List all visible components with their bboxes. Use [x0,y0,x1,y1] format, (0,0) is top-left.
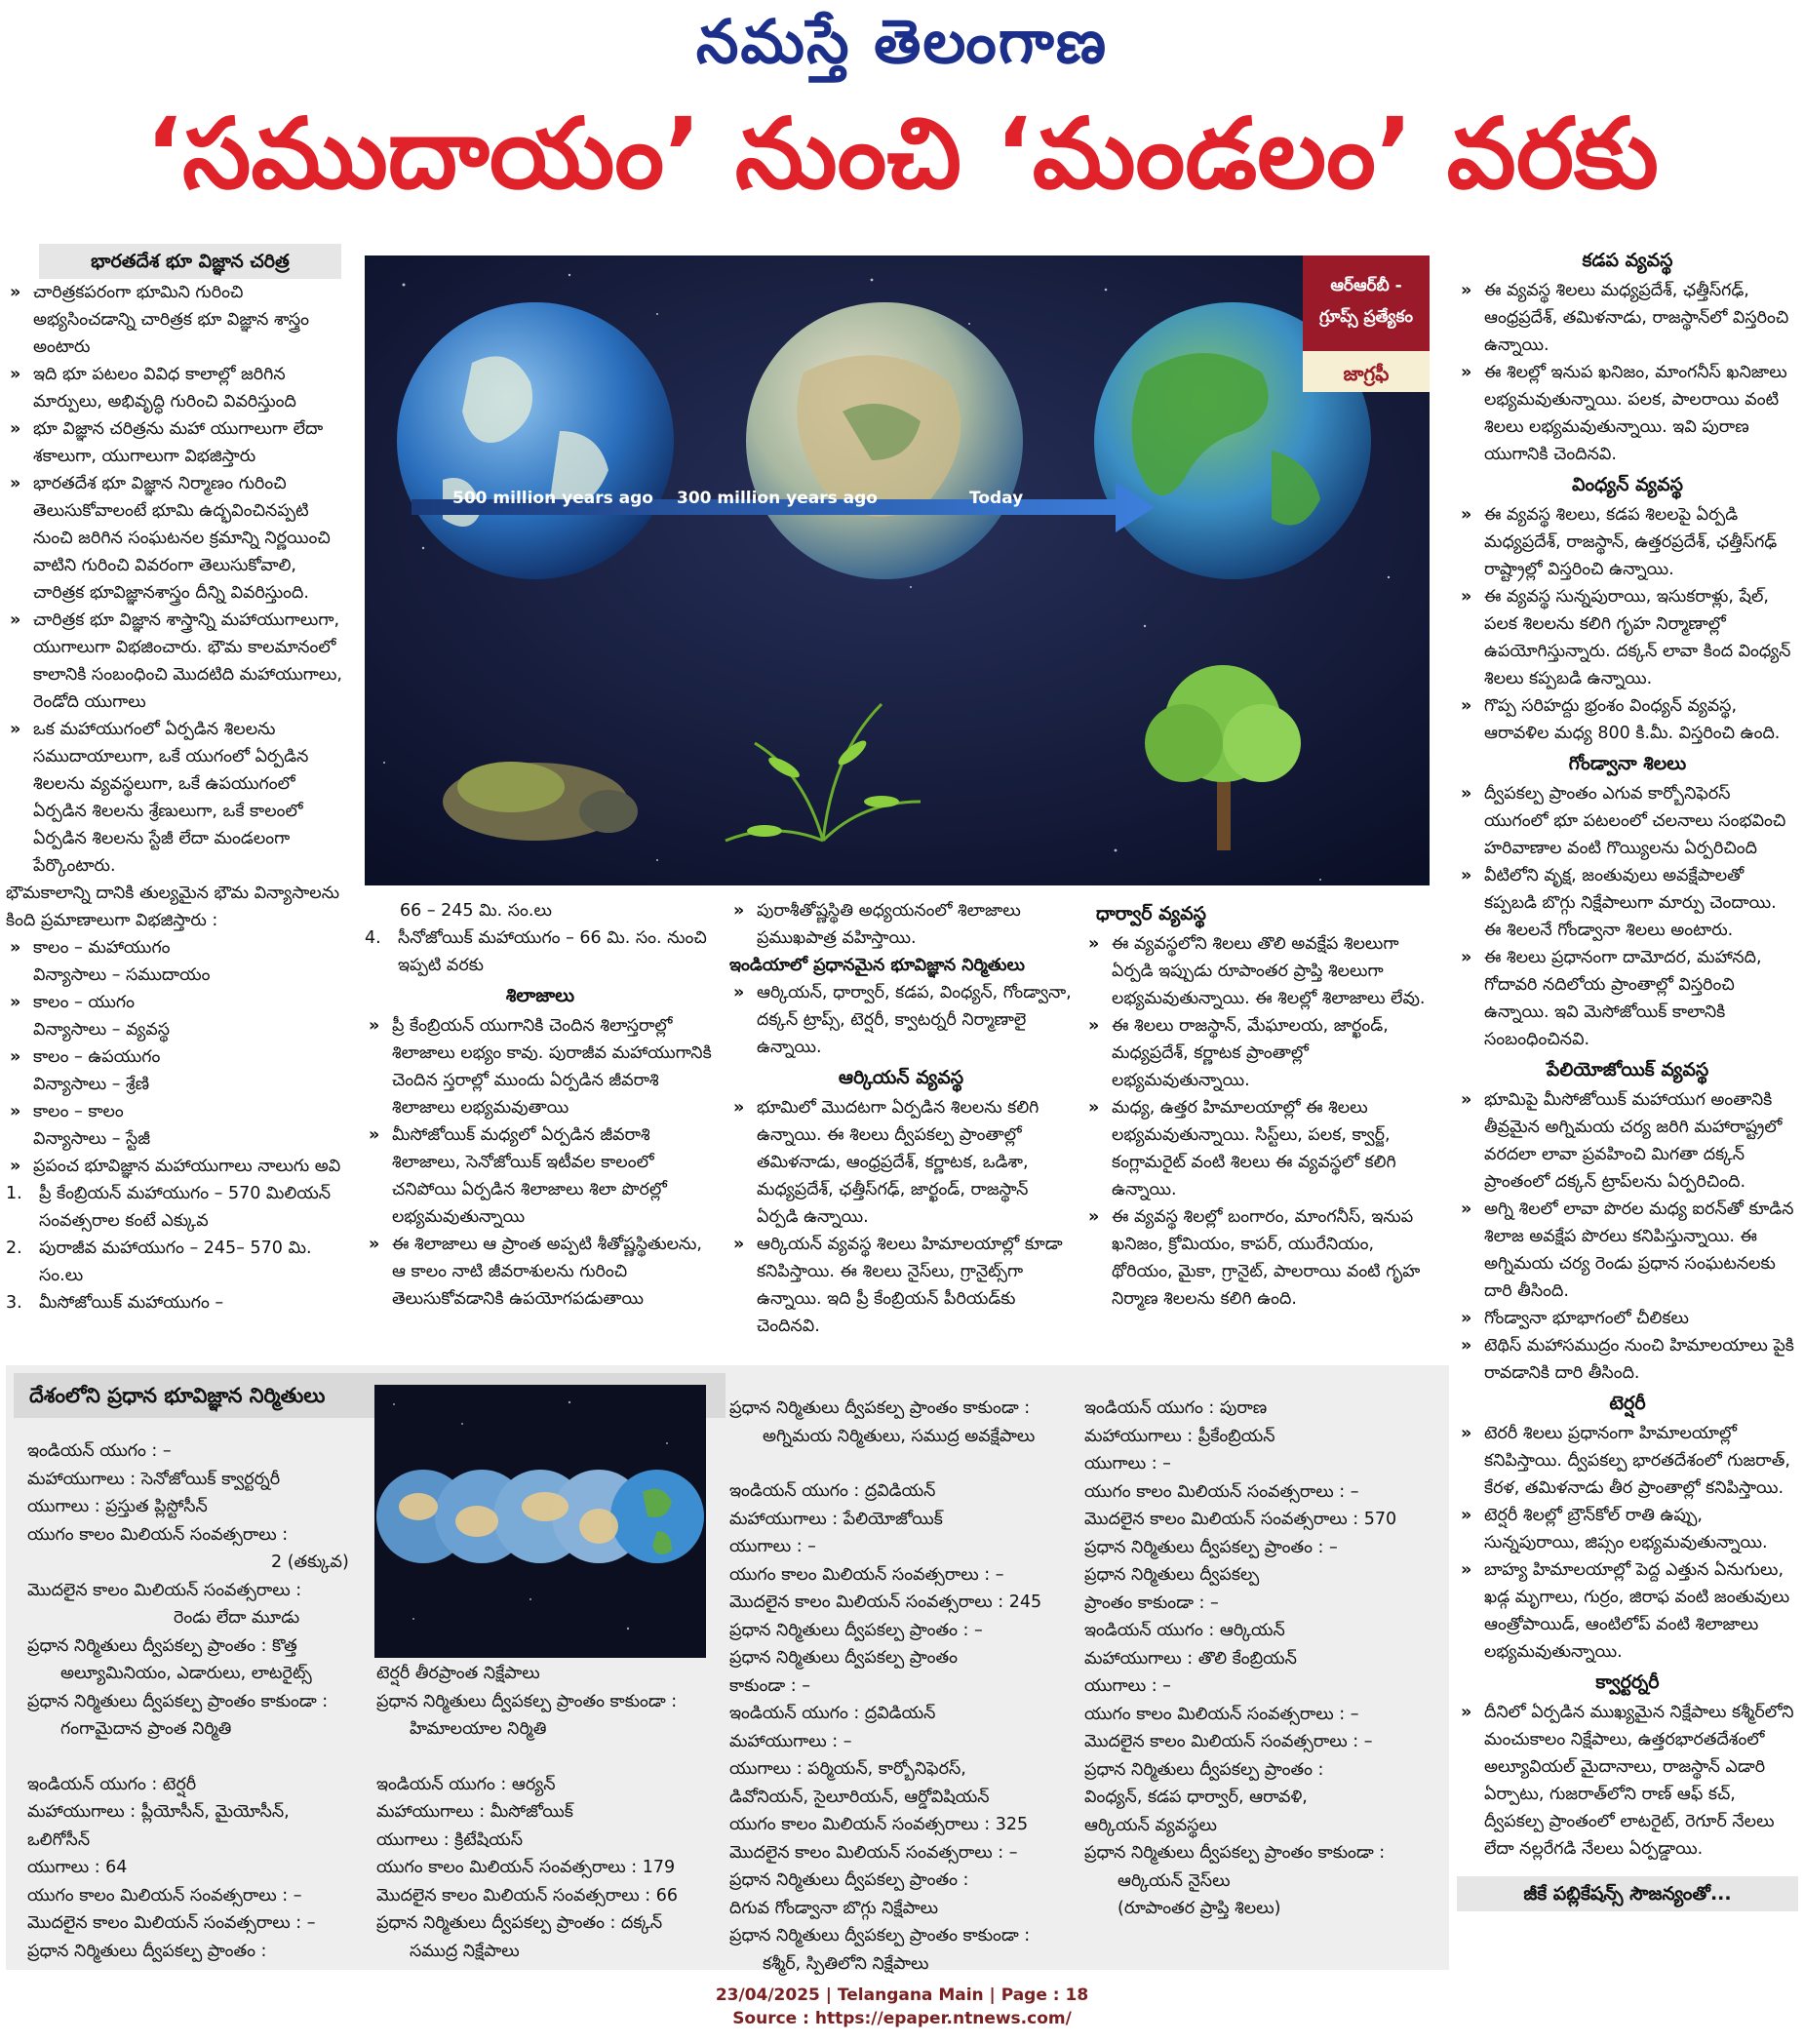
list-item: » మీసోజోయిక్ మధ్యలో ఏర్పడిన జీవరాశి శిలాజాలు, సెనోజోయిక్ ఇటీవల కాలంలో చనిపోయి ఏర్పడిన శిలాజాలు శిలా పొరల్లో లభ్యమవుతున్నాయి [365,1121,716,1231]
division-pairs [6,934,345,1153]
list-item: » ఒక మహాయుగంలో ఏర్పడిన శిలలను సముదాయాలుగా, ఒకే యుగంలో ఏర్పడిన శిలలను వ్యవస్థలుగా, ఒకే ఉపయుగంలో ఏర్పడిన శిలలను శ్రేణులుగా, ఒకే కాలంలో ఏర్పడిన శిలలను స్టేజీ లేదా మండలంగా పేర్కొంటారు. [6,716,345,880]
dharwar-bullets [1084,930,1431,1313]
table-row: మొదలైన కాలం మిలియన్ సంవత్సరాలు : – [27,1913,316,1933]
table-value: గంగామైదాన ప్రాంత నిర్మితి [60,1719,232,1739]
table-row: మహాయుగాలు : పేలియోజోయిక్ [729,1509,943,1529]
table-row: ప్రధాన నిర్మితులు ద్వీపకల్ప ప్రాంతం : దక్కన్ [376,1913,663,1933]
table-row: ప్రధాన నిర్మితులు ద్వీపకల్ప ప్రాంతం కాకుండా : [1084,1843,1386,1863]
list-item: » టెరరీ శిలలు ప్రధానంగా హిమాలయాల్లో కనిపిస్తాయి. ద్వీపకల్ప భారతదేశంలో గుజరాత్, కేరళ, తమిళనాడు తీర ప్రాంతాల్లో కనిపిస్తాయి. [1457,1420,1798,1502]
table-row: ఇండియన్ యుగం : పురాణ [1084,1398,1268,1418]
archean-bullets [729,1094,1073,1340]
table-row: ప్రధాన నిర్మితులు ద్వీపకల్ప ప్రాంతం కాకుండా : [729,1926,1031,1946]
table-value: 2 (తక్కువ) [271,1553,349,1572]
credit-line: జీకే పబ్లికేషన్స్ సౌజన్యంతో... [1457,1876,1798,1911]
table-row: ప్రధాన నిర్మితులు ద్వీపకల్ప ప్రాంతం కాకుండా : [376,1691,678,1711]
section-title: పేలియోజోయిక్ వ్యవస్థ [1546,1059,1709,1081]
era-3-range: 66 – 245 మి. సం.లు [400,901,552,921]
era-number: 1. [6,1184,22,1203]
table-row: యుగం కాలం మిలియన్ సంవత్సరాలు : – [729,1564,1004,1585]
list-item: » ఈ శిలాజాలు ఆ ప్రాంత అప్పటి శీతోష్ణస్థితులను, ఆ కాలం నాటి జీవరాశులను గురించి తెలుసుకోవడానికి ఉపయోగపడుతాయి [365,1231,716,1313]
list-item: » ఈ శిలలు రాజస్థాన్, మేఘాలయ, జార్ఖండ్, మధ్యప్రదేశ్, కర్ణాటక ప్రాంతాల్లో లభ్యమవుతున్నాయి. [1084,1012,1431,1094]
table-row: యుగాలు : క్రిటేషియస్ [376,1829,524,1850]
list-item: » కాలం – మహాయుగం [6,934,345,962]
list-item: » ఈ వ్యవస్థ శిలలు, కడప శిలలపై ఏర్పడి మధ్యప్రదేశ్, రాజస్థాన్, ఉత్తరప్రదేశ్, ఛత్తీస్‌గఢ్ రాష్ట్రాల్లో విస్తరించి ఉన్నాయి. [1457,501,1798,583]
list-item: » టెర్షరీ శిలల్లో బ్రౌన్‌కోల్ రాతి ఉప్పు, సున్నపురాయి, జిప్సం లభ్యమవుతున్నాయి. [1457,1502,1798,1556]
table-row: ప్రధాన నిర్మితులు ద్వీపకల్ప ప్రాంతం : [1084,1759,1324,1780]
section-bullets [1457,780,1798,1053]
table-row: ప్రధాన నిర్మితులు ద్వీపకల్ప ప్రాంతం : [27,1941,267,1961]
list-item: » కాలం – ఉపయుగం [6,1043,345,1071]
list-item: » ఈ వ్యవస్థ శిలల్లో బంగారం, మాంగనీస్, ఇనుప ఖనిజం, క్రోమియం, కాపర్, యురేనియం, థోరియం, మైకా, గ్రానైట్, పాలరాయి వంటి గృహ నిర్మాణ శిలలను కలిగి ఉంది. [1084,1203,1431,1313]
table-row: ప్రధాన నిర్మితులు ద్వీపకల్ప ప్రాంతం : – [1084,1537,1338,1557]
formations-col-1 [27,1437,369,1965]
paragraph-divisions: భౌమకాలాన్ని దానికి తుల్యమైన భౌమ విన్యాసాలను కింది ప్రమాణాలుగా విభజిస్తారు : [6,884,340,930]
table-row: మహాయుగాలు : – [729,1731,852,1751]
list-item: » ఆర్కియన్ వ్యవస్థ శిలలు హిమాలయాల్లో కూడా కనిపిస్తాయి. ఈ శిలలు నైస్‌లు, గ్రానైట్స్‌గా ఉన్నాయి. ఇది ప్రీ కేంబ్రియన్ పీరియడ్‌కు చెందినవి. [729,1231,1073,1340]
list-item: » కాలం – యుగం [6,989,345,1016]
table-row: ఇండియన్ యుగం : టెర్షరీ [27,1774,197,1794]
table-row: వింధ్యన్, కడప ధార్వార్, ఆరావళి, [1084,1788,1308,1807]
list-item: » బాహ్య హిమాలయాల్లో పెద్ద ఎత్తున ఏనుగులు, ఖడ్గ మృగాలు, గుర్రం, జిరాఫ వంటి జంతువులు ఆంత్రోపాయిడ్, ఆంటిలోప్ వంటి శిలాజాలు లభ్యమవుతున్నాయి. [1457,1556,1798,1666]
list-item: » గొప్ప సరిహద్దు భ్రంశం వింధ్యన్ వ్యవస్థ, ఆరావళిల మధ్య 800 కి.మీ. విస్తరించి ఉంది. [1457,692,1798,747]
table-row: దిగువ గోండ్వానా బొగ్గు నిక్షేపాలు [729,1898,939,1918]
table-row: యుగాలు : – [729,1537,816,1556]
section-title: గోండ్వానా శిలలు [1568,753,1687,774]
formations-col-4 [1084,1395,1441,1923]
list-item: » టెథిస్ మహాసముద్రం నుంచి హిమాలయాలు పైకి రావడానికి దారి తీసింది. [1457,1332,1798,1387]
table-row: యుగాలు : – [1084,1454,1171,1474]
footer-source: Source : https://epaper.ntnews.com/ [732,2009,1072,2028]
section-bullets [1457,501,1798,747]
table-value: అగ్నిమయ నిర్మితులు, సముద్ర అవక్షేపాలు [763,1426,1036,1446]
table-row: ఆర్కియన్ వ్యవస్థలు [1084,1815,1217,1835]
table-value: రెండు లేదా మూడు [174,1608,300,1628]
pair-value: విన్యాసాలు – స్టేజీ [33,1129,151,1149]
table-row: యుగాలు : 64 [27,1858,128,1877]
planets-image [374,1385,706,1658]
section-title-history: భారతదేశ భూ విజ్ఞాన చరిత్ర [91,251,290,272]
section-bullets [1457,1699,1798,1863]
hero-image [365,256,1430,885]
era-text: పురాజీవ మహాయుగం – 245– 570 మి. సం.లు [39,1238,312,1285]
list-item: » ఈ వ్యవస్థలోని శిలలు తొలి అవక్షేప శిలలుగా ఏర్పడి ఇప్పుడు రూపాంతర ప్రాప్తి శిలలుగా లభ్యమవుతున్నాయి. ఈ శిలల్లో శిలాజాలు లేవు. [1084,930,1431,1012]
list-item: » ఈ వ్యవస్థ శిలలు మధ్యప్రదేశ్, ఛత్తీస్‌గఢ్, ఆంధ్రప్రదేశ్, తమిళనాడు, రాజస్థాన్‌లో విస్తరించి ఉన్నాయి. [1457,277,1798,359]
table-row: ప్రధాన నిర్మితులు ద్వీపకల్ప ప్రాంతం కాకుండా : [729,1398,1031,1418]
table-row: యుగం కాలం మిలియన్ సంవత్సరాలు : [27,1524,289,1545]
table-row: టెర్షరీ తీరప్రాంత నిక్షేపాలు [376,1664,540,1683]
table-row: యుగం కాలం మిలియన్ సంవత్సరాలు : – [1084,1481,1359,1502]
table-row: మొదలైన కాలం మిలియన్ సంవత్సరాలు : [27,1580,302,1600]
era-4-text: సీనోజోయిక్ మహాయుగం – 66 మి. సం. నుంచి ఇప్పటి వరకు [398,928,707,975]
era-4 [365,924,716,979]
list-item: » ఆర్కియన్, ధార్వార్, కడప, వింధ్యన్, గోండ్వానా, దక్కన్ ట్రాప్స్, టెర్షరీ, క్వాటర్నరీ నిర్మాణాలై ఉన్నాయి. [729,979,1073,1061]
table-row: ఇండియన్ యుగం : ఆర్యన్ [376,1774,556,1794]
table-row: ఇండియన్ యుగం : – [27,1441,172,1461]
table-value: అల్యూమినియం, ఎడారులు, లాటరైట్స్ [60,1664,312,1683]
footer-date: 23/04/2025 | Telangana Main | Page : 18 [715,1985,1089,2005]
pair-value: విన్యాసాలు – వ్యవస్థ [33,1020,171,1040]
section-title: వింధ్యన్ వ్యవస్థ [1572,474,1683,495]
list-item: » ఈ శిలలు ప్రధానంగా దామోదర, మహానది, గోదావరి నదిలోయ ప్రాంతాల్లో విస్తరించి ఉన్నాయి. ఇవి మెసోజోయిక్ కాలానికి సంబంధించినవి. [1457,944,1798,1053]
era-item [6,1180,345,1235]
table-row: మొదలైన కాలం మిలియన్ సంవత్సరాలు : – [1084,1732,1373,1751]
list-item: » ఇది భూ పటలం వివిధ కాలాల్లో జరిగిన మార్పులు, అభివృద్ధి గురించి వివరిస్తుంది [6,361,345,415]
table-row: ప్రధాన నిర్మితులు ద్వీపకల్ప ప్రాంతం : కొత్త [27,1635,297,1656]
table-row: యుగం కాలం మిలియన్ సంవత్సరాలు : – [1084,1704,1359,1724]
list-item: » అగ్ని శిలలో లావా పొరల మధ్య ఐరన్‌తో కూడిన శిలాజ అవక్షేప పొరలు కనిపిస్తున్నాయి. ఈ అగ్నిమయ చర్య రెండు ప్రధాన సంఘటనలకు దారి తీసింది. [1457,1196,1798,1305]
table-row: మొదలైన కాలం మిలియన్ సంవత్సరాలు : 245 [729,1592,1042,1612]
table-row: మహాయుగాలు : సెనోజోయిక్ క్వార్టర్నరీ [27,1469,281,1489]
pair-value: విన్యాసాలు – శ్రేణి [33,1075,150,1094]
history-bullets [6,279,345,880]
era-text: ప్రీ కేంబ్రియన్ మహాయుగం – 570 మిలియన్ సంవత్సరాల కంటే ఎక్కువ [39,1184,332,1231]
table-row: యుగం కాలం మిలియన్ సంవత్సరాలు : – [27,1885,302,1906]
badge-rrb: ఆర్‌ఆర్‌బీ - [1330,276,1402,295]
list-item: » భూమిపై మీసోజోయిక్ మహాయుగ అంతానికి తీవ్రమైన అగ్నిమయ చర్య జరిగి మహారాష్ట్రలో వరదలా లావా ప్రవహించి మిగతా దక్కన్ ప్రాంతంలో దక్కన్ ట్రాప్‌లను ఏర్పరిచింది. [1457,1086,1798,1196]
section-title: కడప వ్యవస్థ [1582,250,1673,271]
list-item: » కాలం – కాలం [6,1098,345,1125]
table-row: ఒలిగోసీన్ [27,1829,91,1850]
table-row: ప్రాంతం కాకుండా : – [1084,1592,1219,1613]
era-list [6,1180,345,1317]
table-value: కశ్మీర్, స్పితిలోని నిక్షేపాలు [763,1953,929,1974]
section-bullets [1457,1086,1798,1387]
table-row: మహాయుగాలు : మీసోజోయిక్ [376,1802,573,1822]
masthead: నమస్తే తెలంగాణ [695,6,1109,77]
section-title-archean: ఆర్కియన్ వ్యవస్థ [838,1067,964,1088]
list-item: » ప్రపంచ భూవిజ్ఞాన మహాయుగాలు నాలుగు అవి [6,1153,345,1180]
formations-title-text: దేశంలోని ప్రధాన భూవిజ్ఞాన నిర్మితులు [29,1384,326,1407]
list-item: » ఈ శిలల్లో ఇనుప ఖనిజం, మాంగనీస్ ఖనిజాలు లభ్యమవుతున్నాయి. పలక, పాలరాయి వంటి శిలలు లభ్యమవుతున్నాయి. ఇవి పురాణ యుగానికి చెందినవి. [1457,359,1798,468]
section-bullets [1457,1420,1798,1666]
list-item: » ద్వీపకల్ప ప్రాంతం ఎగువ కార్బోనిఫెరస్ యుగంలో భూ పటలంలో చలనాలు సంభవించి హరివాణాల వంటి గొయ్యిలను ఏర్పరిచింది [1457,780,1798,862]
table-row: యుగాలు : పర్మియన్, కార్బోనిఫెరస్, [729,1759,966,1779]
era-number: 3. [6,1293,22,1313]
table-row: మొదలైన కాలం మిలియన్ సంవత్సరాలు : – [729,1842,1018,1863]
era-item [6,1235,345,1289]
timeline-label-2: 300 million years ago [677,489,878,508]
section-title: టెర్షరీ [1609,1393,1646,1414]
column-3 [729,897,1073,1346]
table-row: ఇండియన్ యుగం : ఆర్కియన్ [1084,1621,1285,1640]
section-bullets [1457,277,1798,468]
column-5 [1457,244,1798,1960]
list-item: » భూ విజ్ఞాన చరిత్రను మహా యుగాలుగా లేదా శకాలుగా, యుగాలుగా విభజిస్తారు [6,415,345,470]
list-item: » వీటిలోని వృక్ష, జంతువులు అవక్షేపాలతో కప్పబడి బొగ్గు నిక్షేపాలుగా మార్పు చెందాయి. ఈ శిలలనే గోండ్వానా శిలలు అంటారు. [1457,862,1798,944]
column-2 [365,897,716,1346]
era-item [6,1289,345,1317]
pair-value: విన్యాసాలు – సముదాయం [33,965,211,985]
table-value: హిమాలయాల నిర్మితి [410,1719,547,1739]
section-title-dharwar: ధార్వార్ వ్యవస్థ [1096,903,1206,924]
table-row: మొదలైన కాలం మిలియన్ సంవత్సరాలు : 570 [1084,1510,1397,1529]
table-row: యుగం కాలం మిలియన్ సంవత్సరాలు : 179 [376,1858,676,1877]
table-row: ప్రధాన నిర్మితులు ద్వీపకల్ప ప్రాంతం : [729,1870,969,1890]
list-item: » చారిత్రకపరంగా భూమిని గురించి అభ్యసించడాన్ని చారిత్రక భూ విజ్ఞాన శాస్త్రం అంటారు [6,279,345,361]
timeline-label-3: Today [969,489,1024,508]
list-item: » భారతదేశ భూ విజ్ఞాన నిర్మాణం గురించి తెలుసుకోవాలంటే భూమి ఉద్భవించినప్పటి నుంచి జరిగిన సంఘటనల క్రమాన్ని నిర్ణయించి వాటిని గురించి వివరంగా తెలుసుకోవాలి, చారిత్రక భూవిజ్ఞానశాస్త్రం దీన్ని వివరిస్తుంది. [6,470,345,607]
list-item: » గోండ్వానా భూభాగంలో చీలికలు [1457,1305,1798,1332]
era-4-number: 4. [365,928,381,948]
table-row: ఇండియన్ యుగం : ద్రవిడియన్ [729,1704,936,1723]
column-5-sections [1457,247,1798,1863]
table-value: ఆర్కియన్ నైస్‌లు [1118,1870,1231,1891]
table-row: ప్రధాన నిర్మితులు ద్వీపకల్ప [1084,1565,1260,1585]
table-row: కాకుండా : – [729,1675,810,1696]
era-number: 2. [6,1238,22,1258]
table-row: ప్రధాన నిర్మితులు ద్వీపకల్ప ప్రాంతం [729,1648,958,1668]
list-item: » పురాశీతోష్ణస్థితి అధ్యయనంలో శిలాజాలు ప్రముఖపాత్ర వహిస్తాయి. [729,897,1073,952]
section-title: క్వార్టర్నరీ [1595,1671,1660,1693]
table-row: యుగాలు : ప్రస్తుత ప్లిస్టోసీన్ [27,1497,208,1516]
column-4 [1084,897,1431,1365]
list-item: » చారిత్రక భూ విజ్ఞాన శాస్త్రాన్ని మహాయుగాలుగా, యుగాలుగా విభజించారు. భౌమ కాలమానంలో కాలానికి సంబంధించి మొదటిది మహాయుగాలు, రెండోది యుగాలు [6,607,345,716]
list-item: » మధ్య, ఉత్తర హిమాలయాల్లో ఈ శిలలు లభ్యమవుతున్నాయి. సిస్ట్‌లు, పలక, క్వార్జ్, కంగ్లామరైట్ వంటి శిలలు ఈ వ్యవస్థలో కలిగి ఉన్నాయి. [1084,1094,1431,1203]
era-text: మీసోజోయిక్ మహాయుగం – [39,1293,224,1313]
table-row: మొదలైన కాలం మిలియన్ సంవత్సరాలు : 66 [376,1885,678,1906]
list-item: » భూమిలో మొదటగా ఏర్పడిన శిలలను కలిగి ఉన్నాయి. ఈ శిలలు ద్వీపకల్ప ప్రాంతాల్లో తమిళనాడు, ఆంధ్రప్రదేశ్, కర్ణాటక, ఒడిశా, మధ్యప్రదేశ్, ఛత్తీస్‌గఢ్, జార్ఖండ్, రాజస్థాన్ ఏర్పడి ఉన్నాయి. [729,1094,1073,1231]
timeline-label-1: 500 million years ago [452,489,653,508]
table-row: డివోనియన్, సైలూరియన్, ఆర్డోవిషియన్ [729,1787,990,1807]
list-item: » దీనిలో ఏర్పడిన ముఖ్యమైన నిక్షేపాలు కశ్మీర్‌లోని మంచుకాలం నిక్షేపాలు, ఉత్తరభారతదేశంలో అల్యూవియల్ మైదానాలు, రాజస్థాన్ ఎడారి ఏర్పాటు, గుజరాత్‌లోని రాణ్ ఆఫ్ కచ్, ద్వీపకల్ప ప్రాంతంలో లాటరైట్, రెగూర్ నేలలు లేదా నల్లరేగడి నేలలు ఏర్పడ్డాయి. [1457,1699,1798,1863]
badge-groups: గ్రూప్స్ ప్రత్యేకం [1319,307,1413,327]
subheading-formations: ఇండియాలో ప్రధానమైన భూవిజ్ఞాన నిర్మితులు [729,956,1025,975]
table-row: మహాయుగాలు : తొలి కేంబ్రియన్ [1084,1648,1297,1669]
formations-col-3 [729,1395,1080,1978]
table-value: (రూపాంతర ప్రాప్తి శిలలు) [1118,1899,1281,1918]
table-row: మహాయుగాలు : ప్రీకేంబ్రియన్ [1084,1426,1275,1446]
table-row: మహాయుగాలు : ప్లీయోసీన్, మైయోసీన్, [27,1802,290,1822]
column-1 [6,244,345,1375]
headline: ‘సముదాయం’ నుంచి ‘మండలం’ వరకు [145,97,1659,211]
section-title-fossils: శిలాజాలు [505,985,575,1006]
formations-col-2 [376,1660,727,1965]
table-row: ఇండియన్ యుగం : ద్రవిడియన్ [729,1481,936,1501]
table-row: యుగం కాలం మిలియన్ సంవత్సరాలు : 325 [729,1815,1029,1834]
table-row: యుగాలు : – [1084,1676,1171,1696]
list-item: » ఈ వ్యవస్థ సున్నపురాయి, ఇసుకరాళ్లు, షేల్, పలక శిలలను కలిగి గృహ నిర్మాణాల్లో ఉపయోగిస్తున్నారు. దక్కన్ లావా కింద వింధ్యన్ శిలలు కప్పబడి ఉన్నాయి. [1457,583,1798,692]
table-value: సముద్ర నిక్షేపాలు [410,1941,520,1961]
table-row: ప్రధాన నిర్మితులు ద్వీపకల్ప ప్రాంతం : – [729,1620,983,1640]
table-row: ప్రధాన నిర్మితులు ద్వీపకల్ప ప్రాంతం కాకుండా : [27,1691,329,1711]
fossil-bullets [365,1012,716,1313]
badge-geography: జాగ్రఫీ [1343,362,1390,385]
list-item: » ప్రీ కేంబ్రియన్ యుగానికి చెందిన శిలాస్తరాల్లో శిలాజాలు లభ్యం కావు. పురాజీవ మహాయుగానికి చెందిన స్తరాల్లో ముందు ఏర్పడిన జీవరాశి శిలాజాలు లభ్యమవుతాయి [365,1012,716,1121]
